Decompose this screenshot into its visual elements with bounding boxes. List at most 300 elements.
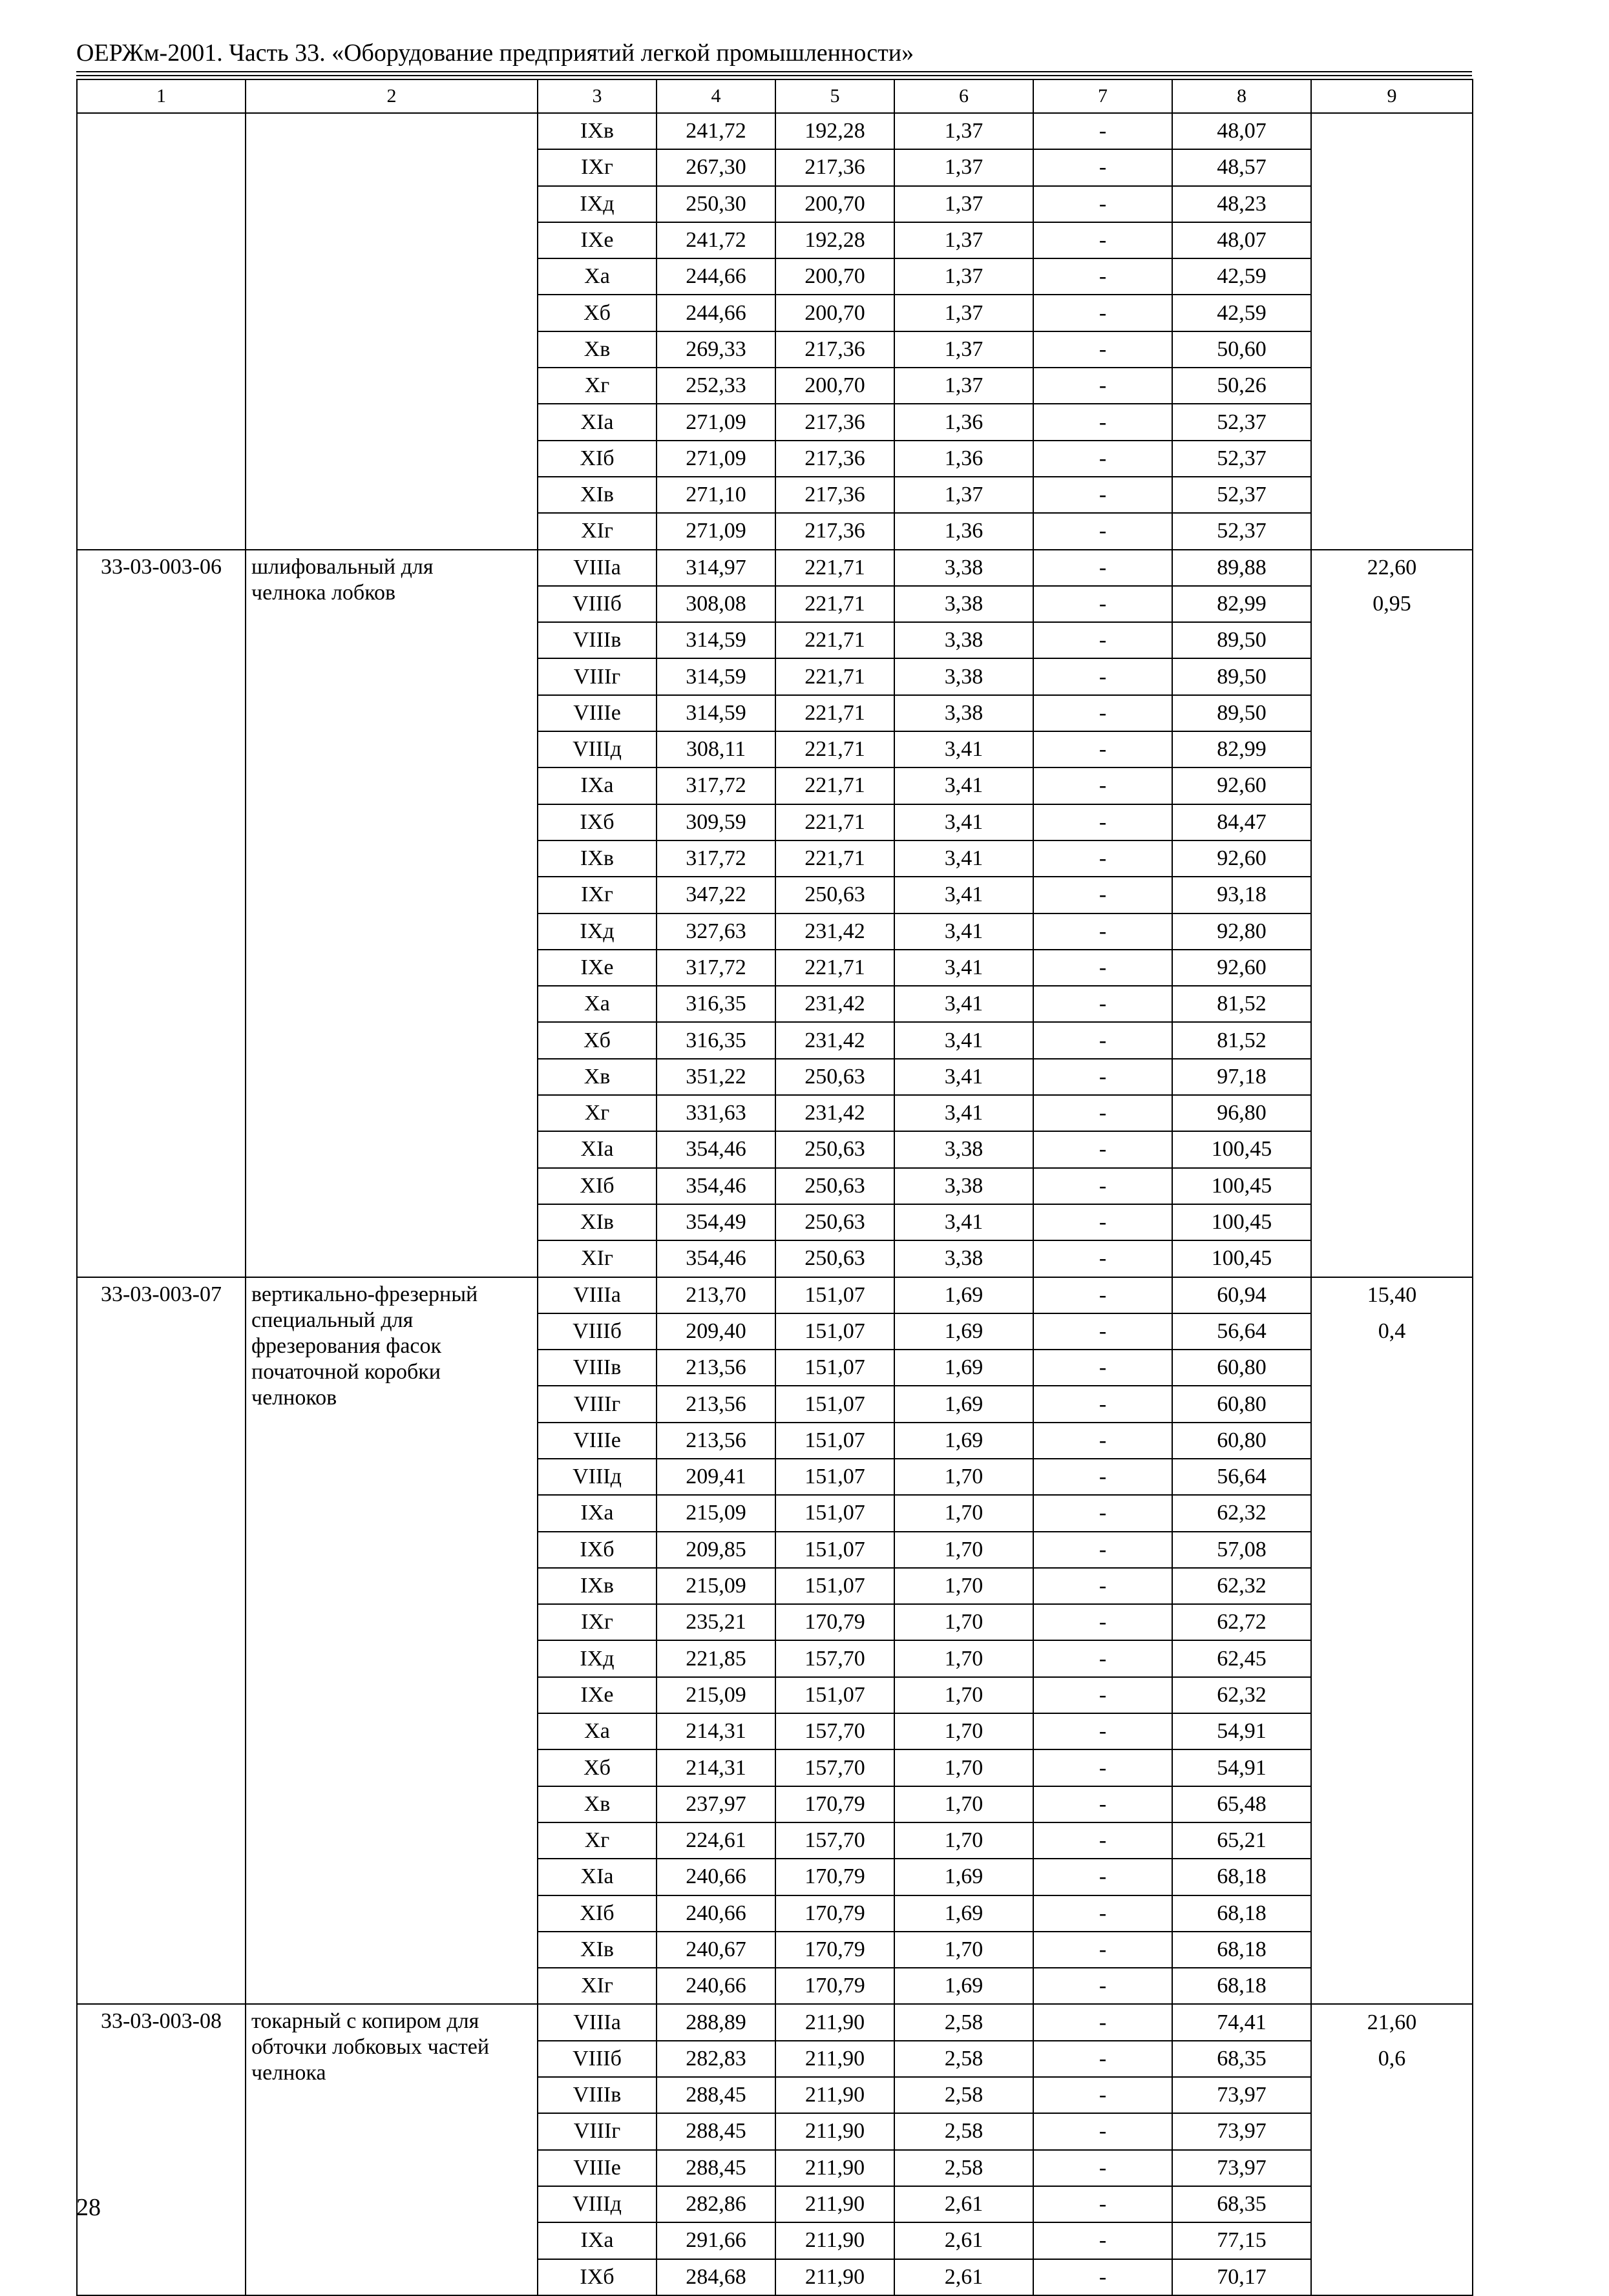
cell-col-4: 267,30: [657, 149, 775, 185]
cell-col-4: 221,85: [657, 1640, 775, 1676]
cell-col-5: 151,07: [775, 1277, 894, 1313]
cell-col-5: 217,36: [775, 404, 894, 440]
cell-col-4: 314,97: [657, 550, 775, 586]
cell-col-3: VIIIa: [538, 550, 657, 586]
equipment-name: [246, 1277, 538, 2005]
cell-col-9: [1311, 1968, 1473, 2004]
cell-col-9: [1311, 1095, 1473, 1131]
cell-col-4: 240,66: [657, 1895, 775, 1932]
cell-col-7: -: [1033, 1786, 1172, 1822]
cell-col-8: 56,64: [1172, 1313, 1311, 1350]
cell-col-8: 54,91: [1172, 1749, 1311, 1786]
cell-col-3: XIб: [538, 1168, 657, 1204]
cell-col-8: 60,80: [1172, 1423, 1311, 1459]
cell-col-7: -: [1033, 731, 1172, 767]
cell-col-6: 1,69: [894, 1313, 1033, 1350]
cell-col-5: 211,90: [775, 2150, 894, 2186]
cell-col-8: 77,15: [1172, 2222, 1311, 2259]
page-header-title: ОЕРЖм-2001. Часть 33. «Оборудование предприятий легкой промышленности»: [76, 39, 914, 67]
cell-col-5: 250,63: [775, 1059, 894, 1095]
cell-col-7: -: [1033, 1277, 1172, 1313]
cell-col-4: 284,68: [657, 2259, 775, 2295]
cell-col-6: 1,70: [894, 1568, 1033, 1604]
cell-col-4: 314,59: [657, 695, 775, 731]
cell-col-3: IXб: [538, 2259, 657, 2295]
cell-col-4: 224,61: [657, 1822, 775, 1859]
cell-col-7: -: [1033, 950, 1172, 986]
cell-col-3: Xг: [538, 1822, 657, 1859]
cell-col-8: 50,26: [1172, 368, 1311, 404]
cell-col-7: -: [1033, 1459, 1172, 1495]
cell-col-5: 231,42: [775, 1095, 894, 1131]
cell-col-5: 151,07: [775, 1459, 894, 1495]
cell-col-3: IXб: [538, 1532, 657, 1568]
cell-col-5: 231,42: [775, 913, 894, 950]
cell-col-6: 3,38: [894, 658, 1033, 694]
cell-col-3: Xг: [538, 368, 657, 404]
cell-col-5: 157,70: [775, 1822, 894, 1859]
cell-col-9: [1311, 767, 1473, 804]
cell-col-4: 271,10: [657, 477, 775, 513]
cell-col-5: 170,79: [775, 1932, 894, 1968]
rates-table: [76, 79, 1473, 2296]
cell-col-3: IXе: [538, 222, 657, 258]
cell-col-7: -: [1033, 477, 1172, 513]
cell-col-4: 327,63: [657, 913, 775, 950]
cell-col-8: 84,47: [1172, 804, 1311, 840]
cell-col-3: XIб: [538, 1895, 657, 1932]
header-rule-thick: [76, 75, 1472, 76]
cell-col-3: IXв: [538, 1568, 657, 1604]
cell-col-7: -: [1033, 2150, 1172, 2186]
cell-col-4: 331,63: [657, 1095, 775, 1131]
cell-col-5: 221,71: [775, 840, 894, 877]
column-number: 8: [1172, 79, 1311, 113]
cell-col-5: 211,90: [775, 2259, 894, 2295]
cell-col-8: 42,59: [1172, 258, 1311, 295]
cell-col-8: 65,21: [1172, 1822, 1311, 1859]
cell-col-3: VIIIв: [538, 2077, 657, 2113]
cell-col-7: -: [1033, 1859, 1172, 1895]
equipment-name: [246, 113, 538, 550]
cell-col-7: -: [1033, 1677, 1172, 1713]
cell-col-9: [1311, 2259, 1473, 2295]
cell-col-7: -: [1033, 913, 1172, 950]
cell-col-8: 97,18: [1172, 1059, 1311, 1095]
cell-col-8: 81,52: [1172, 986, 1311, 1022]
cell-col-9: 0,4: [1311, 1313, 1473, 1350]
cell-col-9: [1311, 950, 1473, 986]
cell-col-3: VIIIе: [538, 1423, 657, 1459]
cell-col-4: 215,09: [657, 1495, 775, 1531]
cell-col-6: 3,38: [894, 550, 1033, 586]
cell-col-7: -: [1033, 441, 1172, 477]
cell-col-4: 237,97: [657, 1786, 775, 1822]
cell-col-5: 211,90: [775, 2004, 894, 2040]
cell-col-3: IXд: [538, 1640, 657, 1676]
cell-col-8: 65,48: [1172, 1786, 1311, 1822]
cell-col-7: -: [1033, 695, 1172, 731]
cell-col-7: -: [1033, 2259, 1172, 2295]
cell-col-3: XIг: [538, 1240, 657, 1277]
cell-col-5: 151,07: [775, 1350, 894, 1386]
cell-col-5: 151,07: [775, 1495, 894, 1531]
cell-col-6: 3,38: [894, 586, 1033, 622]
cell-col-5: 250,63: [775, 1168, 894, 1204]
cell-col-8: 50,60: [1172, 331, 1311, 368]
cell-col-3: VIIIв: [538, 622, 657, 658]
cell-col-4: 213,56: [657, 1350, 775, 1386]
cell-col-4: 252,33: [657, 368, 775, 404]
cell-col-4: 250,30: [657, 186, 775, 222]
cell-col-8: 89,88: [1172, 550, 1311, 586]
column-number: 5: [775, 79, 894, 113]
cell-col-8: 48,07: [1172, 113, 1311, 149]
cell-col-7: -: [1033, 2077, 1172, 2113]
cell-col-9: 21,60: [1311, 2004, 1473, 2040]
equipment-name-line: вертикально-фрезерный: [251, 1282, 478, 1306]
cell-col-5: 211,90: [775, 2041, 894, 2077]
cell-col-3: Xв: [538, 1059, 657, 1095]
cell-col-4: 271,09: [657, 513, 775, 549]
cell-col-7: -: [1033, 2004, 1172, 2040]
cell-col-4: 317,72: [657, 767, 775, 804]
cell-col-8: 73,97: [1172, 2113, 1311, 2149]
cell-col-9: [1311, 1131, 1473, 1167]
cell-col-4: 241,72: [657, 222, 775, 258]
cell-col-5: 221,71: [775, 586, 894, 622]
cell-col-6: 1,69: [894, 1350, 1033, 1386]
cell-col-3: IXв: [538, 113, 657, 149]
cell-col-7: -: [1033, 658, 1172, 694]
cell-col-6: 1,70: [894, 1786, 1033, 1822]
cell-col-4: 282,86: [657, 2186, 775, 2222]
column-number: 1: [77, 79, 246, 113]
cell-col-3: IXг: [538, 877, 657, 913]
cell-col-5: 231,42: [775, 1022, 894, 1058]
cell-col-5: 221,71: [775, 622, 894, 658]
cell-col-8: 52,37: [1172, 441, 1311, 477]
cell-col-3: Xг: [538, 1095, 657, 1131]
cell-col-3: VIIIг: [538, 1386, 657, 1422]
cell-col-6: 2,58: [894, 2077, 1033, 2113]
cell-col-6: 3,41: [894, 731, 1033, 767]
cell-col-9: [1311, 113, 1473, 149]
cell-col-5: 200,70: [775, 295, 894, 331]
cell-col-8: 48,07: [1172, 222, 1311, 258]
cell-col-9: [1311, 404, 1473, 440]
cell-col-8: 82,99: [1172, 586, 1311, 622]
cell-col-4: 213,70: [657, 1277, 775, 1313]
cell-col-7: -: [1033, 1495, 1172, 1531]
cell-col-6: 3,41: [894, 804, 1033, 840]
cell-col-4: 269,33: [657, 331, 775, 368]
cell-col-5: 151,07: [775, 1313, 894, 1350]
cell-col-3: Xб: [538, 295, 657, 331]
cell-col-7: -: [1033, 113, 1172, 149]
cell-col-7: -: [1033, 222, 1172, 258]
cell-col-6: 3,41: [894, 913, 1033, 950]
cell-col-7: -: [1033, 368, 1172, 404]
cell-col-8: 62,72: [1172, 1604, 1311, 1640]
equipment-name-line: челнока: [251, 2061, 326, 2085]
cell-col-8: 100,45: [1172, 1204, 1311, 1240]
cell-col-3: XIв: [538, 1932, 657, 1968]
cell-col-5: 221,71: [775, 950, 894, 986]
cell-col-3: Xб: [538, 1022, 657, 1058]
cell-col-3: XIв: [538, 1204, 657, 1240]
cell-col-4: 308,11: [657, 731, 775, 767]
equipment-name-line: токарный с копиром для: [251, 2009, 479, 2034]
cell-col-3: VIIIг: [538, 658, 657, 694]
cell-col-6: 3,41: [894, 1059, 1033, 1095]
cell-col-3: IXе: [538, 1677, 657, 1713]
cell-col-5: 170,79: [775, 1604, 894, 1640]
cell-col-5: 200,70: [775, 258, 894, 295]
cell-col-8: 68,18: [1172, 1859, 1311, 1895]
cell-col-5: 170,79: [775, 1895, 894, 1932]
cell-col-7: -: [1033, 1822, 1172, 1859]
cell-col-3: IXг: [538, 149, 657, 185]
cell-col-5: 250,63: [775, 1240, 894, 1277]
cell-col-6: 1,37: [894, 477, 1033, 513]
cell-col-7: -: [1033, 1968, 1172, 2004]
cell-col-4: 282,83: [657, 2041, 775, 2077]
cell-col-7: -: [1033, 149, 1172, 185]
cell-col-8: 74,41: [1172, 2004, 1311, 2040]
cell-col-9: [1311, 368, 1473, 404]
cell-col-8: 68,18: [1172, 1932, 1311, 1968]
cell-col-4: 240,67: [657, 1932, 775, 1968]
cell-col-8: 73,97: [1172, 2077, 1311, 2113]
cell-col-7: -: [1033, 1204, 1172, 1240]
cell-col-7: -: [1033, 1240, 1172, 1277]
cell-col-9: [1311, 1859, 1473, 1895]
cell-col-5: 157,70: [775, 1749, 894, 1786]
table-body: [77, 79, 1473, 2295]
cell-col-3: IXд: [538, 913, 657, 950]
cell-col-4: 316,35: [657, 1022, 775, 1058]
cell-col-6: 3,41: [894, 877, 1033, 913]
cell-col-4: 271,09: [657, 404, 775, 440]
cell-col-7: -: [1033, 186, 1172, 222]
cell-col-9: [1311, 1895, 1473, 1932]
cell-col-9: [1311, 258, 1473, 295]
cell-col-8: 68,35: [1172, 2041, 1311, 2077]
cell-col-8: 96,80: [1172, 1095, 1311, 1131]
column-number: 4: [657, 79, 775, 113]
cell-col-5: 157,70: [775, 1713, 894, 1749]
cell-col-9: [1311, 731, 1473, 767]
cell-col-8: 92,60: [1172, 840, 1311, 877]
cell-col-6: 1,69: [894, 1859, 1033, 1895]
cell-col-6: 1,36: [894, 513, 1033, 549]
cell-col-3: IXд: [538, 186, 657, 222]
cell-col-3: IXa: [538, 1495, 657, 1531]
cell-col-4: 214,31: [657, 1713, 775, 1749]
cell-col-9: [1311, 1713, 1473, 1749]
cell-col-8: 89,50: [1172, 658, 1311, 694]
cell-col-4: 314,59: [657, 658, 775, 694]
cell-col-5: 211,90: [775, 2077, 894, 2113]
cell-col-6: 1,37: [894, 222, 1033, 258]
cell-col-7: -: [1033, 513, 1172, 549]
equipment-name-line: фрезерования фасок: [251, 1333, 442, 1358]
cell-col-3: Xa: [538, 986, 657, 1022]
cell-col-7: -: [1033, 1423, 1172, 1459]
cell-col-8: 52,37: [1172, 404, 1311, 440]
cell-col-7: -: [1033, 1313, 1172, 1350]
cell-col-5: 151,07: [775, 1677, 894, 1713]
cell-col-7: -: [1033, 1059, 1172, 1095]
rate-code: 33-03-003-06: [77, 550, 246, 1277]
cell-col-5: 217,36: [775, 331, 894, 368]
cell-col-5: 221,71: [775, 550, 894, 586]
cell-col-8: 56,64: [1172, 1459, 1311, 1495]
equipment-name-line: челноков: [251, 1385, 337, 1410]
cell-col-5: 250,63: [775, 1204, 894, 1240]
cell-col-4: 309,59: [657, 804, 775, 840]
cell-col-3: IXa: [538, 2222, 657, 2259]
cell-col-9: [1311, 2113, 1473, 2149]
cell-col-5: 217,36: [775, 441, 894, 477]
cell-col-7: -: [1033, 295, 1172, 331]
cell-col-9: 22,60: [1311, 550, 1473, 586]
equipment-name-line: початочной коробки: [251, 1359, 441, 1384]
cell-col-4: 244,66: [657, 258, 775, 295]
cell-col-6: 1,37: [894, 331, 1033, 368]
cell-col-3: VIIIг: [538, 2113, 657, 2149]
cell-col-9: [1311, 1059, 1473, 1095]
cell-col-9: [1311, 1168, 1473, 1204]
cell-col-7: -: [1033, 550, 1172, 586]
cell-col-9: [1311, 1932, 1473, 1968]
cell-col-4: 240,66: [657, 1859, 775, 1895]
cell-col-9: [1311, 695, 1473, 731]
cell-col-4: 209,40: [657, 1313, 775, 1350]
cell-col-3: IXв: [538, 840, 657, 877]
cell-col-9: [1311, 2186, 1473, 2222]
cell-col-9: [1311, 1204, 1473, 1240]
cell-col-4: 241,72: [657, 113, 775, 149]
cell-col-9: [1311, 1822, 1473, 1859]
page-number: 28: [76, 2194, 101, 2221]
cell-col-8: 92,80: [1172, 913, 1311, 950]
cell-col-5: 157,70: [775, 1640, 894, 1676]
cell-col-9: [1311, 1786, 1473, 1822]
cell-col-9: [1311, 1640, 1473, 1676]
cell-col-5: 211,90: [775, 2113, 894, 2149]
cell-col-7: -: [1033, 622, 1172, 658]
cell-col-7: -: [1033, 1386, 1172, 1422]
cell-col-6: 2,58: [894, 2041, 1033, 2077]
cell-col-6: 1,37: [894, 186, 1033, 222]
cell-col-8: 52,37: [1172, 477, 1311, 513]
cell-col-7: -: [1033, 2222, 1172, 2259]
cell-col-7: -: [1033, 840, 1172, 877]
cell-col-4: 317,72: [657, 950, 775, 986]
cell-col-7: -: [1033, 804, 1172, 840]
cell-col-8: 52,37: [1172, 513, 1311, 549]
cell-col-3: XIг: [538, 1968, 657, 2004]
cell-col-9: [1311, 986, 1473, 1022]
cell-col-4: 288,45: [657, 2150, 775, 2186]
cell-col-7: -: [1033, 331, 1172, 368]
cell-col-4: 317,72: [657, 840, 775, 877]
cell-col-9: [1311, 149, 1473, 185]
cell-col-4: 240,66: [657, 1968, 775, 2004]
cell-col-6: 1,70: [894, 1459, 1033, 1495]
cell-col-8: 62,32: [1172, 1495, 1311, 1531]
cell-col-9: [1311, 222, 1473, 258]
cell-col-9: [1311, 1677, 1473, 1713]
cell-col-5: 200,70: [775, 186, 894, 222]
cell-col-8: 89,50: [1172, 622, 1311, 658]
cell-col-3: VIIIa: [538, 1277, 657, 1313]
cell-col-6: 1,36: [894, 441, 1033, 477]
column-number-row: [77, 79, 1473, 113]
equipment-name: [246, 550, 538, 1277]
cell-col-5: 250,63: [775, 877, 894, 913]
cell-col-6: 1,69: [894, 1423, 1033, 1459]
cell-col-9: [1311, 804, 1473, 840]
cell-col-6: 3,38: [894, 1240, 1033, 1277]
cell-col-8: 68,18: [1172, 1968, 1311, 2004]
cell-col-7: -: [1033, 404, 1172, 440]
cell-col-5: 192,28: [775, 113, 894, 149]
cell-col-6: 1,70: [894, 1677, 1033, 1713]
cell-col-6: 1,36: [894, 404, 1033, 440]
cell-col-9: [1311, 1350, 1473, 1386]
cell-col-9: [1311, 331, 1473, 368]
cell-col-9: [1311, 1240, 1473, 1277]
cell-col-3: IXг: [538, 1604, 657, 1640]
cell-col-4: 347,22: [657, 877, 775, 913]
cell-col-9: [1311, 2150, 1473, 2186]
cell-col-9: [1311, 1459, 1473, 1495]
cell-col-6: 3,38: [894, 1168, 1033, 1204]
cell-col-4: 314,59: [657, 622, 775, 658]
rate-code: [77, 113, 246, 550]
cell-col-3: IXе: [538, 950, 657, 986]
cell-col-7: -: [1033, 2186, 1172, 2222]
cell-col-6: 1,69: [894, 1386, 1033, 1422]
cell-col-8: 100,45: [1172, 1240, 1311, 1277]
cell-col-3: Xв: [538, 1786, 657, 1822]
cell-col-8: 70,17: [1172, 2259, 1311, 2295]
header-rule-thin: [76, 71, 1472, 72]
cell-col-4: 213,56: [657, 1423, 775, 1459]
cell-col-9: [1311, 877, 1473, 913]
cell-col-5: 151,07: [775, 1568, 894, 1604]
cell-col-4: 354,46: [657, 1131, 775, 1167]
cell-col-4: 354,49: [657, 1204, 775, 1240]
cell-col-4: 213,56: [657, 1386, 775, 1422]
cell-col-4: 215,09: [657, 1677, 775, 1713]
table-row: [77, 1277, 1473, 1313]
cell-col-9: [1311, 1604, 1473, 1640]
cell-col-3: VIIIе: [538, 695, 657, 731]
cell-col-6: 3,41: [894, 1095, 1033, 1131]
cell-col-7: -: [1033, 1532, 1172, 1568]
cell-col-8: 48,57: [1172, 149, 1311, 185]
cell-col-7: -: [1033, 1095, 1172, 1131]
cell-col-9: [1311, 1495, 1473, 1531]
cell-col-6: 3,38: [894, 1131, 1033, 1167]
cell-col-6: 3,41: [894, 1204, 1033, 1240]
column-number: 7: [1033, 79, 1172, 113]
cell-col-6: 2,58: [894, 2113, 1033, 2149]
